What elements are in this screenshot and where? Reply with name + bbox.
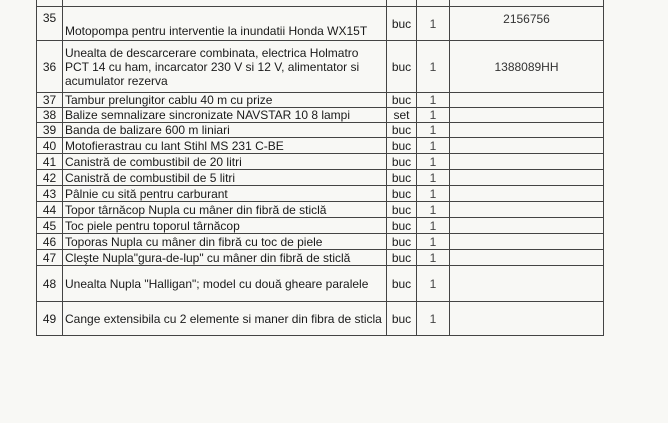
unit-cell: buc [387, 186, 417, 202]
item-description: Tambur prelungitor cablu 40 m cu prize [63, 93, 387, 108]
table-row [37, 41, 604, 93]
table-row [37, 250, 604, 266]
quantity-cell: 1 [417, 41, 450, 93]
table-row [37, 202, 604, 218]
serial-code: 2156756 [450, 7, 604, 41]
row-number: 45 [37, 218, 63, 234]
row-number: 40 [37, 138, 63, 154]
row-number: 35 [37, 7, 63, 41]
item-description: Balize semnalizare sincronizate NAVSTAR 10 8 lampi [63, 108, 387, 123]
quantity-cell: 1 [417, 202, 450, 218]
serial-code [450, 302, 604, 336]
table-row [37, 266, 604, 302]
unit-cell: buc [387, 7, 417, 41]
unit-cell: buc [387, 154, 417, 170]
serial-code [450, 123, 604, 138]
quantity-cell: 1 [417, 123, 450, 138]
item-description: Cange extensibila cu 2 elemente si maner din fibra de sticla [63, 302, 387, 336]
serial-code [450, 218, 604, 234]
quantity-cell: 1 [417, 266, 450, 302]
item-description: Toc piele pentru toporul târnăcop [63, 218, 387, 234]
table-row [37, 93, 604, 108]
row-number: 41 [37, 154, 63, 170]
quantity-cell: 1 [417, 108, 450, 123]
item-description: Motopompa pentru interventie la inundatii Honda WX15T [63, 7, 387, 41]
unit-cell: buc [387, 234, 417, 250]
row-number: 36 [37, 41, 63, 93]
table-row [37, 302, 604, 336]
unit-cell: buc [387, 202, 417, 218]
unit-cell: buc [387, 170, 417, 186]
table-row [37, 234, 604, 250]
item-description: Canistră de combustibil de 20 litri [63, 154, 387, 170]
item-description: Pâlnie cu sită pentru carburant [63, 186, 387, 202]
table-row [37, 123, 604, 138]
item-description: Cleşte Nupla"gura-de-lup" cu mâner din fibră de sticlă [63, 250, 387, 266]
row-number: 37 [37, 93, 63, 108]
serial-code [450, 250, 604, 266]
unit-cell: buc [387, 93, 417, 108]
serial-code: 1388089HH [450, 41, 604, 93]
quantity-cell: 1 [417, 154, 450, 170]
unit-cell: buc [387, 138, 417, 154]
quantity-cell: 1 [417, 250, 450, 266]
table-row [37, 108, 604, 123]
quantity-cell: 1 [417, 170, 450, 186]
row-number: 48 [37, 266, 63, 302]
row-number: 47 [37, 250, 63, 266]
quantity-cell: 1 [417, 7, 450, 41]
row-number: 42 [37, 170, 63, 186]
serial-code [450, 234, 604, 250]
item-description: Unealta de descarcerare combinata, electrica Holmatro PCT 14 cu ham, incarcator 230 V si 12 V, alimentator si acumulator rezerva [63, 41, 387, 93]
row-number: 46 [37, 234, 63, 250]
quantity-cell: 1 [417, 234, 450, 250]
row-number: 44 [37, 202, 63, 218]
table-row [37, 170, 604, 186]
table-row [37, 138, 604, 154]
unit-cell: buc [387, 302, 417, 336]
quantity-cell: 1 [417, 218, 450, 234]
quantity-cell: 1 [417, 186, 450, 202]
unit-cell: buc [387, 266, 417, 302]
serial-code [450, 93, 604, 108]
unit-cell: buc [387, 123, 417, 138]
unit-cell: buc [387, 250, 417, 266]
row-number: 43 [37, 186, 63, 202]
item-description: Unealta Nupla "Halligan"; model cu două gheare paralele [63, 266, 387, 302]
item-description: Motofierastrau cu lant Stihl MS 231 C-BE [63, 138, 387, 154]
item-description: Canistră de combustibil de 5 litri [63, 170, 387, 186]
item-description: Banda de balizare 600 m liniari [63, 123, 387, 138]
item-description: Toporas Nupla cu mâner din fibră cu toc de piele [63, 234, 387, 250]
serial-code [450, 138, 604, 154]
serial-code [450, 202, 604, 218]
table-row [37, 218, 604, 234]
serial-code [450, 266, 604, 302]
equipment-table [36, 0, 604, 336]
serial-code [450, 170, 604, 186]
table-row [37, 7, 604, 41]
unit-cell: set [387, 108, 417, 123]
row-number: 39 [37, 123, 63, 138]
quantity-cell: 1 [417, 138, 450, 154]
serial-code [450, 154, 604, 170]
unit-cell: buc [387, 41, 417, 93]
unit-cell: buc [387, 218, 417, 234]
row-number: 38 [37, 108, 63, 123]
serial-code [450, 186, 604, 202]
table-row [37, 186, 604, 202]
row-number: 49 [37, 302, 63, 336]
table-row [37, 154, 604, 170]
item-description: Topor târnăcop Nupla cu mâner din fibră de sticlă [63, 202, 387, 218]
serial-code [450, 108, 604, 123]
quantity-cell: 1 [417, 93, 450, 108]
quantity-cell: 1 [417, 302, 450, 336]
